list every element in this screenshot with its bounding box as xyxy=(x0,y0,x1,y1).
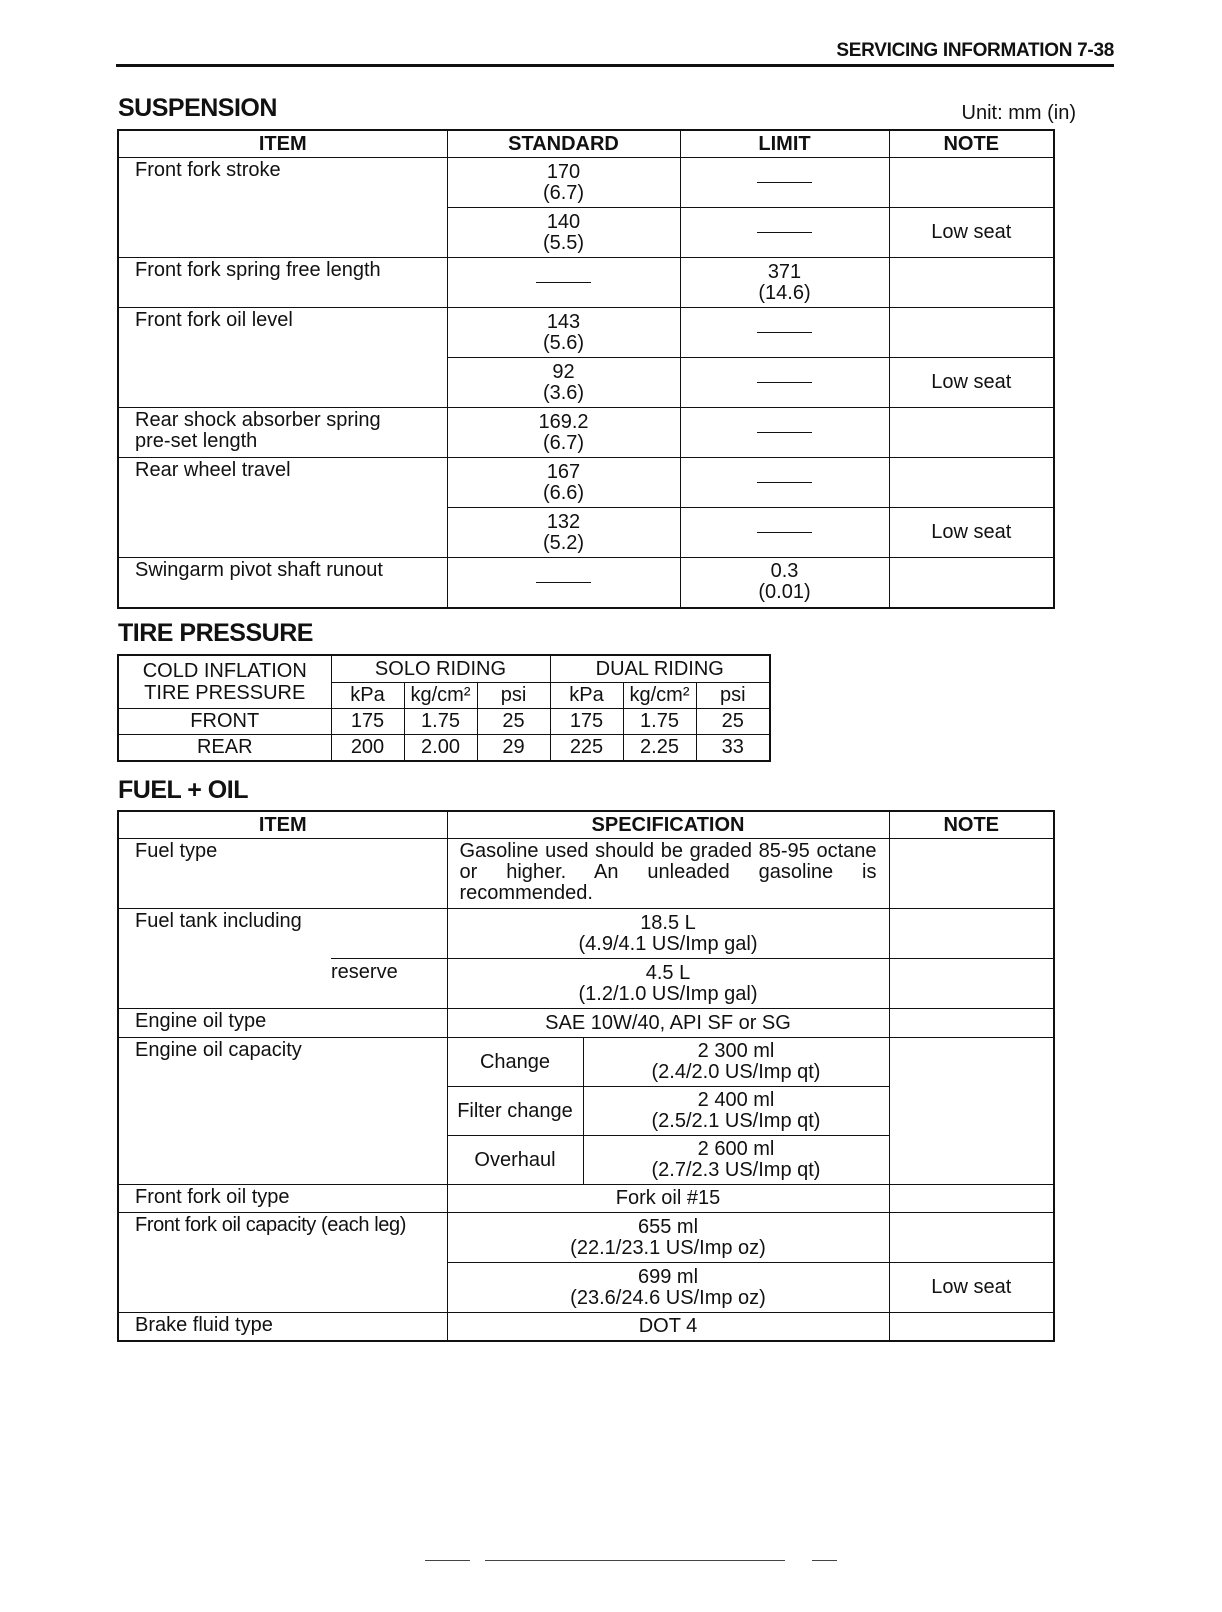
note-cell xyxy=(889,1038,1054,1185)
capacity-label: Filter change xyxy=(447,1087,583,1136)
scan-artifact xyxy=(425,1560,470,1561)
item-cell: Brake fluid type xyxy=(118,1313,447,1341)
note-cell xyxy=(889,1185,1054,1213)
item-cell: Rear wheel travel xyxy=(118,458,447,558)
spec-cell: Gasoline used should be graded 85-95 octane or higher. An unleaded gasoline is recommended. xyxy=(447,839,889,909)
item-cell: Front fork oil type xyxy=(118,1185,447,1213)
standard-cell: 92 (3.6) xyxy=(447,358,680,408)
value-cell: 29 xyxy=(477,734,550,761)
spec-cell: SAE 10W/40, API SF or SG xyxy=(447,1009,889,1038)
spec-cell: 2 400 ml (2.5/2.1 US/Imp qt) xyxy=(583,1087,889,1136)
table-row xyxy=(118,959,1054,1009)
note-cell xyxy=(889,258,1054,308)
capacity-label: Change xyxy=(447,1038,583,1087)
dual-header: DUAL RIDING xyxy=(550,655,770,682)
limit-cell xyxy=(680,508,889,558)
note-cell xyxy=(889,308,1054,358)
header-rule xyxy=(116,64,1114,67)
scan-artifact xyxy=(485,1560,785,1561)
value-cell: 2.00 xyxy=(404,734,477,761)
unit-cell: psi xyxy=(477,682,550,708)
unit-cell: psi xyxy=(696,682,770,708)
note-cell: Low seat xyxy=(889,358,1054,408)
item-cell: Engine oil type xyxy=(118,1009,447,1038)
table-row xyxy=(118,158,1054,208)
item-cell: reserve xyxy=(118,959,447,1009)
note-cell xyxy=(889,458,1054,508)
item-cell: Front fork spring free length xyxy=(118,258,447,308)
note-cell xyxy=(889,839,1054,909)
spec-cell: 2 300 ml (2.4/2.0 US/Imp qt) xyxy=(583,1038,889,1087)
spec-cell: Fork oil #15 xyxy=(447,1185,889,1213)
value-cell: 175 xyxy=(331,708,404,734)
note-cell xyxy=(889,1213,1054,1263)
table-row xyxy=(118,258,1054,308)
item-cell: Fuel tank including xyxy=(118,909,447,959)
table-row xyxy=(118,909,1054,959)
value-cell: 25 xyxy=(696,708,770,734)
table-row xyxy=(118,708,770,734)
value-cell: 25 xyxy=(477,708,550,734)
value-cell: 225 xyxy=(550,734,623,761)
standard-cell: 140 (5.5) xyxy=(447,208,680,258)
limit-cell xyxy=(680,408,889,458)
value-cell: 175 xyxy=(550,708,623,734)
item-cell: Swingarm pivot shaft runout xyxy=(118,558,447,608)
note-cell xyxy=(889,408,1054,458)
standard-cell xyxy=(447,558,680,608)
col-item: ITEM xyxy=(118,130,447,158)
unit-label: Unit: mm (in) xyxy=(961,102,1076,124)
spec-cell: 4.5 L (1.2/1.0 US/Imp gal) xyxy=(447,959,889,1009)
row-label: REAR xyxy=(118,734,331,761)
tire-table xyxy=(117,654,771,762)
table-row xyxy=(118,734,770,761)
note-cell: Low seat xyxy=(889,1263,1054,1313)
value-cell: 1.75 xyxy=(623,708,696,734)
table-row xyxy=(118,1009,1054,1038)
corner-cell: COLD INFLATION TIRE PRESSURE xyxy=(118,655,331,708)
page-header: SERVICING INFORMATION 7-38 xyxy=(836,40,1114,61)
col-specification: SPECIFICATION xyxy=(447,811,889,839)
item-cell: Front fork oil level xyxy=(118,308,447,408)
spec-cell: 18.5 L (4.9/4.1 US/Imp gal) xyxy=(447,909,889,959)
table-row xyxy=(118,839,1054,909)
spec-cell: DOT 4 xyxy=(447,1313,889,1341)
value-cell: 1.75 xyxy=(404,708,477,734)
unit-cell: kPa xyxy=(331,682,404,708)
capacity-label: Overhaul xyxy=(447,1136,583,1185)
standard-cell: 143 (5.6) xyxy=(447,308,680,358)
value-cell: 200 xyxy=(331,734,404,761)
item-cell: Front fork oil capacity (each leg) xyxy=(118,1213,447,1313)
row-label: FRONT xyxy=(118,708,331,734)
note-cell xyxy=(889,1009,1054,1038)
item-cell: Engine oil capacity xyxy=(118,1038,447,1185)
table-row xyxy=(118,1213,1054,1263)
spec-cell: 655 ml (22.1/23.1 US/Imp oz) xyxy=(447,1213,889,1263)
standard-cell: 167 (6.6) xyxy=(447,458,680,508)
unit-cell: kPa xyxy=(550,682,623,708)
fuel-table xyxy=(117,810,1055,1342)
table-row xyxy=(118,458,1054,508)
limit-cell xyxy=(680,308,889,358)
item-cell: Front fork stroke xyxy=(118,158,447,258)
suspension-table xyxy=(117,129,1055,609)
note-cell xyxy=(889,959,1054,1009)
tire-title: TIRE PRESSURE xyxy=(118,619,313,647)
col-note: NOTE xyxy=(889,811,1054,839)
scan-artifact xyxy=(812,1560,837,1561)
limit-cell xyxy=(680,458,889,508)
unit-cell: kg/cm² xyxy=(623,682,696,708)
table-row xyxy=(118,1038,1054,1087)
spec-cell: 2 600 ml (2.7/2.3 US/Imp qt) xyxy=(583,1136,889,1185)
note-cell xyxy=(889,1313,1054,1341)
limit-cell: 0.3 (0.01) xyxy=(680,558,889,608)
item-cell: Fuel type xyxy=(118,839,447,909)
col-standard: STANDARD xyxy=(447,130,680,158)
value-cell: 33 xyxy=(696,734,770,761)
note-cell xyxy=(889,558,1054,608)
value-cell: 2.25 xyxy=(623,734,696,761)
solo-header: SOLO RIDING xyxy=(331,655,550,682)
table-row xyxy=(118,408,1054,458)
limit-cell xyxy=(680,158,889,208)
suspension-title: SUSPENSION xyxy=(118,94,277,122)
standard-cell xyxy=(447,258,680,308)
table-row xyxy=(118,1313,1054,1341)
col-note: NOTE xyxy=(889,130,1054,158)
standard-cell: 170 (6.7) xyxy=(447,158,680,208)
note-cell: Low seat xyxy=(889,208,1054,258)
table-row xyxy=(118,558,1054,608)
note-cell xyxy=(889,158,1054,208)
limit-cell xyxy=(680,358,889,408)
col-item: ITEM xyxy=(118,811,447,839)
fuel-title: FUEL + OIL xyxy=(118,776,248,804)
col-limit: LIMIT xyxy=(680,130,889,158)
note-cell xyxy=(889,909,1054,959)
unit-cell: kg/cm² xyxy=(404,682,477,708)
table-row xyxy=(118,308,1054,358)
standard-cell: 169.2 (6.7) xyxy=(447,408,680,458)
table-row xyxy=(118,1185,1054,1213)
standard-cell: 132 (5.2) xyxy=(447,508,680,558)
limit-cell: 371 (14.6) xyxy=(680,258,889,308)
spec-cell: 699 ml (23.6/24.6 US/Imp oz) xyxy=(447,1263,889,1313)
item-cell: Rear shock absorber spring pre-set length xyxy=(118,408,447,458)
limit-cell xyxy=(680,208,889,258)
note-cell: Low seat xyxy=(889,508,1054,558)
